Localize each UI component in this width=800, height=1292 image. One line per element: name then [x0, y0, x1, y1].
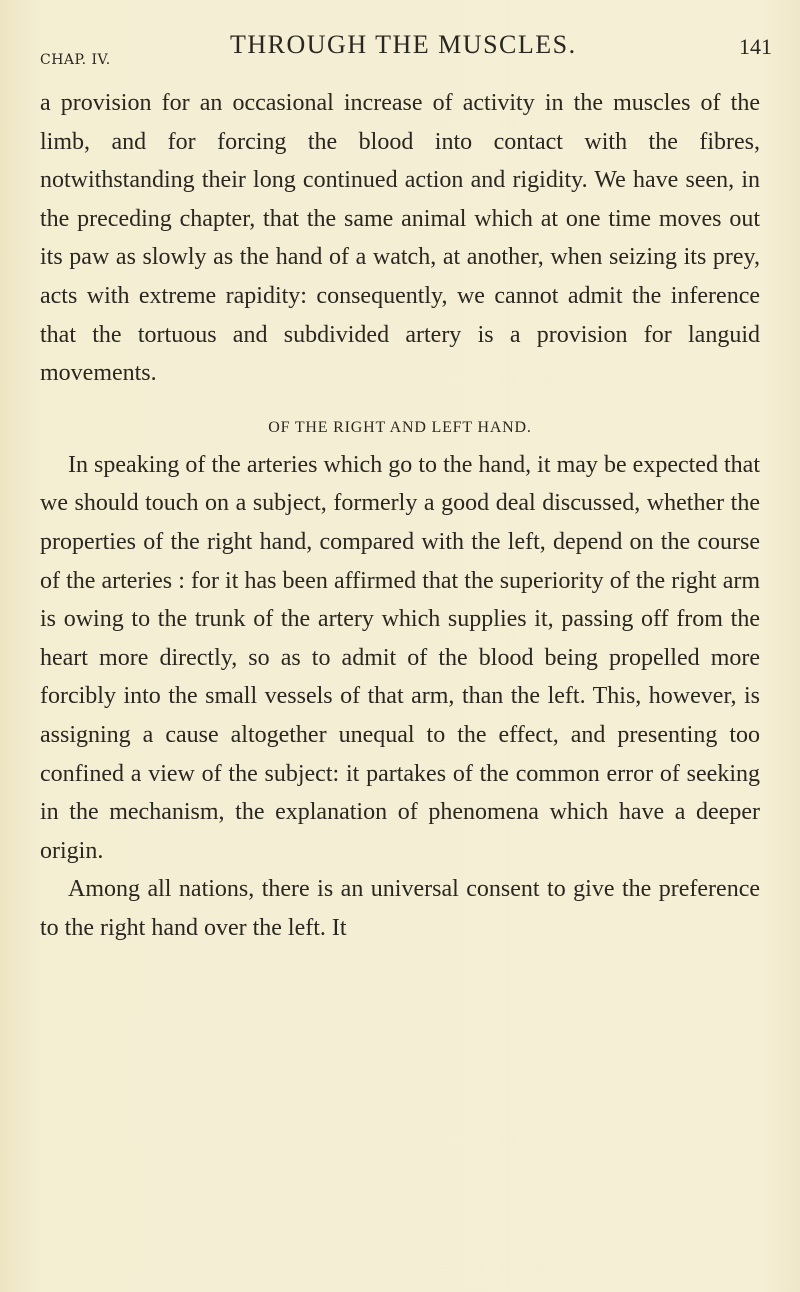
running-title: THROUGH THE MUSCLES. [230, 30, 577, 59]
paragraph-continuation: a provision for an occasional increase of activity in the muscles of the limb, and for forcing the blood into contact with the fibres, notwithstanding their long continued action and rigidity. We have seen, in the preceding chapter, that the same animal which at one time moves out its paw as slowly as the hand of a watch, at another, when seizing its prey, acts with extreme rapidity: consequently, we cannot admit the inference that the tortuous and subdivided artery is a provision for languid movements. [40, 90, 760, 387]
running-header [40, 30, 772, 70]
paragraph: In speaking of the arteries which go to the hand, it may be expected that we should touch on a subject, formerly a good deal discussed, whether the properties of the right hand, compared with the left, depend on the course of the arteries : for it has been affirmed that the superiority of the right arm is owing to the trunk of the artery which supplies it, passing off from the heart more directly, so as to admit of the blood being propelled more forcibly into the small vessels of that arm, than the left. This, however, is assigning a cause altogether unequal to the effect, and presenting too confined a view of the subject: it partakes of the common error of seeking in the mechanism, the explanation of phenomena which have a deeper origin. [40, 451, 760, 864]
chapter-label: CHAP. IV. [40, 52, 111, 68]
body-text [40, 84, 760, 947]
page-number: 141 [739, 34, 772, 59]
section-heading: OF THE RIGHT AND LEFT HAND. [268, 418, 532, 436]
paragraph: Among all nations, there is an universal consent to give the preference to the right hand over the left. It [40, 876, 760, 941]
